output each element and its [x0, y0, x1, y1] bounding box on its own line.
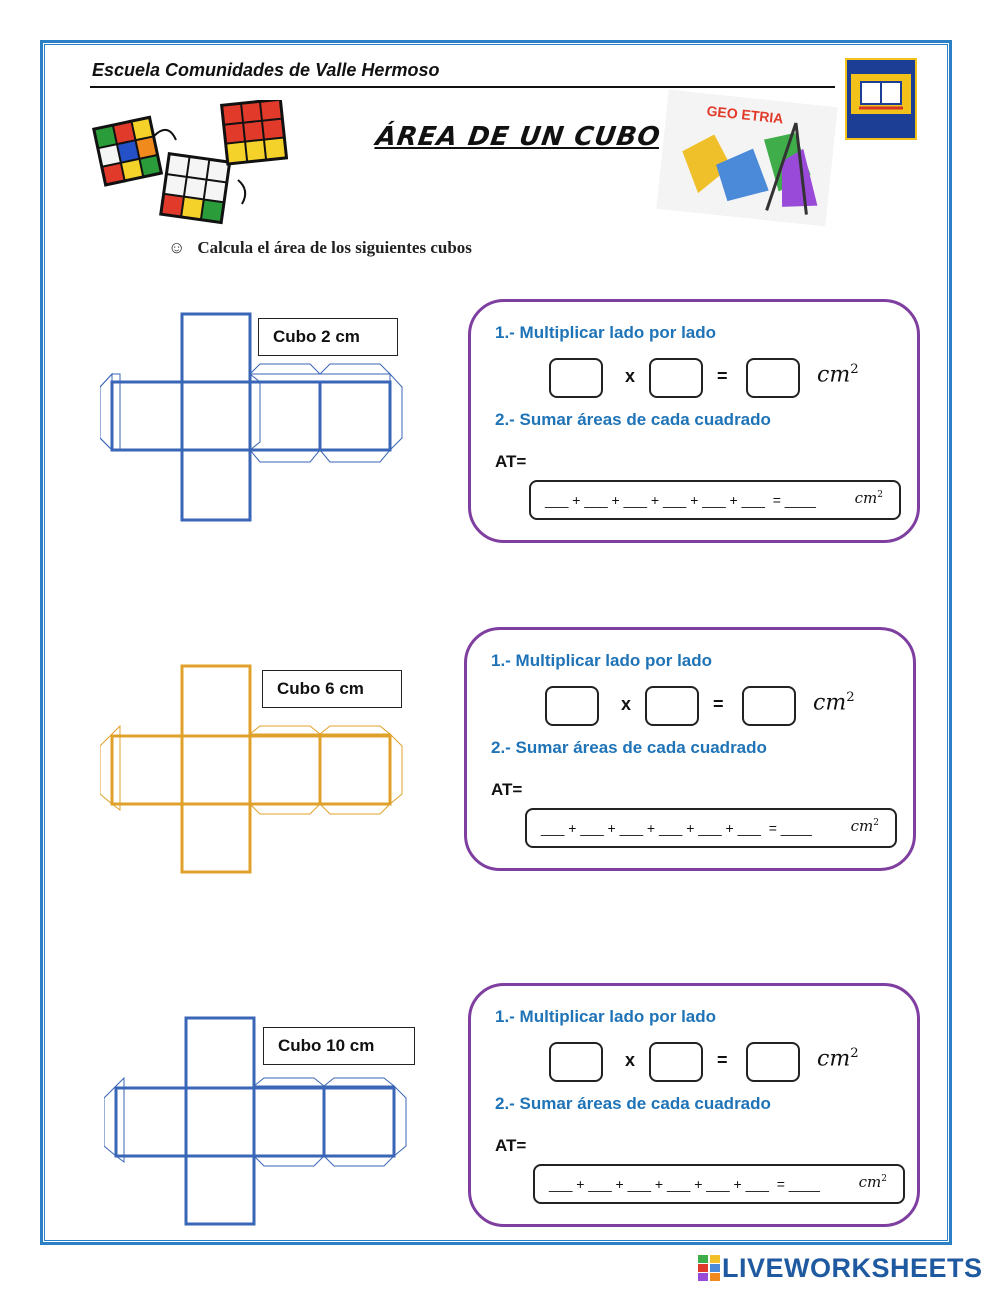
side-input-2[interactable] [645, 686, 699, 726]
school-crest-logo [845, 58, 917, 140]
sum-expression: ___ + ___ + ___ + ___ + ___ + ___ = ____ [545, 492, 816, 508]
exercise-panel [468, 983, 920, 1227]
side-input-1[interactable] [549, 358, 603, 398]
instruction [168, 238, 472, 258]
liveworksheets-brand[interactable]: LIVEWORKSHEETS [722, 1253, 983, 1283]
face-area-input[interactable] [746, 1042, 800, 1082]
step-1-label: 1.- Multiplicar lado por lado [495, 1007, 717, 1026]
total-area-label: AT= [495, 1136, 527, 1155]
step-1-label: 1.- Multiplicar lado por lado [495, 323, 717, 342]
geometry-banner-image [656, 89, 838, 226]
rubik-cubes-illustration [88, 100, 288, 230]
total-area-input[interactable] [529, 480, 901, 520]
face-area-input[interactable] [746, 358, 800, 398]
equals-sign: = [717, 1050, 728, 1070]
side-input-2[interactable] [649, 358, 703, 398]
svg-text:GEO ETRIA: GEO ETRIA [705, 102, 785, 127]
sum-unit: $cm^2$ [850, 817, 879, 835]
sum-expression: ___ + ___ + ___ + ___ + ___ + ___ = ____ [541, 820, 812, 836]
side-input-2[interactable] [649, 1042, 703, 1082]
exercise-panel [464, 627, 916, 871]
step-2-label: 2.- Sumar áreas de cada cuadrado [495, 1094, 771, 1113]
total-area-input[interactable] [533, 1164, 905, 1204]
cube-label: Cubo 6 cm [262, 670, 402, 708]
header-divider [90, 86, 835, 88]
smiley-icon: ☺ [168, 238, 186, 257]
step-2-label: 2.- Sumar áreas de cada cuadrado [495, 410, 771, 429]
side-input-1[interactable] [549, 1042, 603, 1082]
equals-sign: = [717, 366, 728, 386]
times-sign: x [625, 1050, 636, 1070]
liveworksheets-logo-icon [698, 1255, 720, 1281]
step-1-label: 1.- Multiplicar lado por lado [491, 651, 713, 670]
times-sign: x [625, 366, 636, 386]
cube-label: Cubo 10 cm [263, 1027, 415, 1065]
times-sign: x [621, 694, 632, 714]
total-area-input[interactable] [525, 808, 897, 848]
total-area-label: AT= [491, 780, 523, 799]
cube-label: Cubo 2 cm [258, 318, 398, 356]
equals-sign: = [713, 694, 724, 714]
sum-unit: $cm^2$ [854, 489, 883, 507]
sum-unit: $cm^2$ [858, 1173, 887, 1191]
unit-label: $cm^2$ [817, 362, 859, 388]
unit-label: $cm^2$ [817, 1046, 859, 1072]
school-name: Escuela Comunidades de Valle Hermoso [92, 60, 440, 80]
sum-expression: ___ + ___ + ___ + ___ + ___ + ___ = ____ [549, 1176, 820, 1192]
exercise-panel [468, 299, 920, 543]
total-area-label: AT= [495, 452, 527, 471]
unit-label: $cm^2$ [813, 690, 855, 716]
side-input-1[interactable] [545, 686, 599, 726]
step-2-label: 2.- Sumar áreas de cada cuadrado [491, 738, 767, 757]
face-area-input[interactable] [742, 686, 796, 726]
instruction-text: Calcula el área de los siguientes cubos [197, 238, 472, 257]
page-title: ÁREA DE UN CUBO [373, 122, 663, 152]
